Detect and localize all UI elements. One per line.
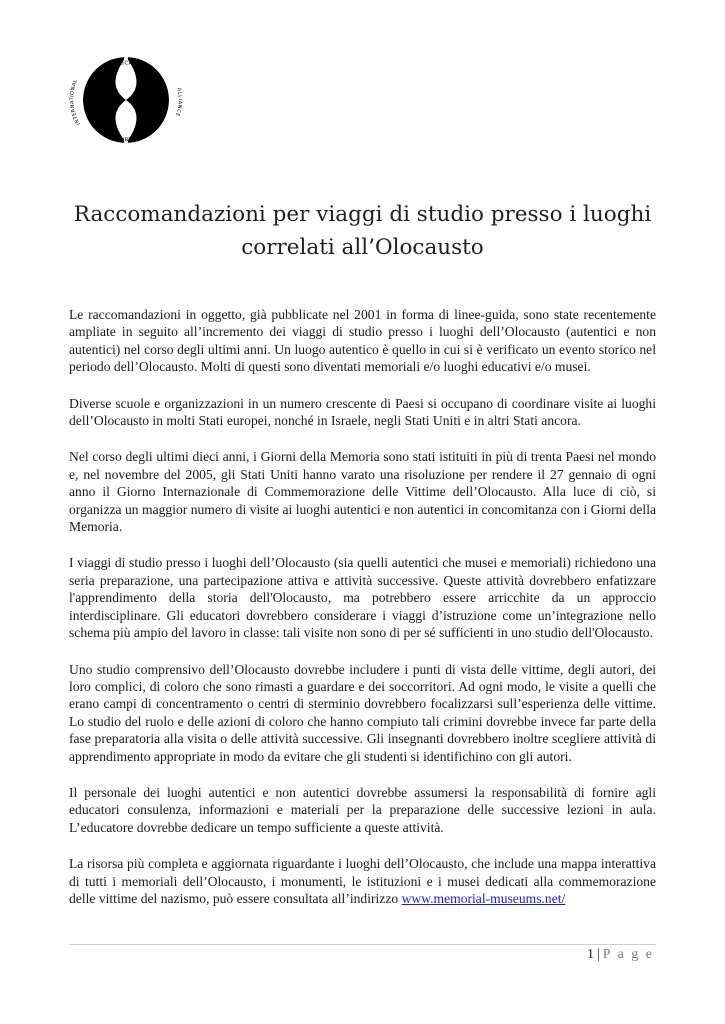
- page-footer: [587, 947, 654, 963]
- paragraph-1: Le raccomandazioni in oggetto, già pubblicate nel 2001 in forma di linee-guida, sono state recentemente ampliate in seguito all’incremento dei viaggi di studio presso i luoghi dell’Olocausto (autentici e non autentici) nel corso degli ultimi anni. Un luogo autentico è quello in cui si è verificato un evento storico nel periodo dell’Olocausto. Molti di questi sono diventati memoriali e/o luoghi educativi e/o musei.: [69, 307, 656, 375]
- page-label: P a g e: [602, 947, 654, 962]
- svg-text:INTERNATIONAL: [69, 79, 82, 126]
- paragraph-6: Il personale dei luoghi autentici e non autentici dovrebbe assumersi la responsabilità di fornire agli educatori consulenza, informazioni e materiali per la preparazione delle successive lezioni in aula. L’educatore dovrebbe dedicare un tempo sufficiente a queste attività.: [69, 784, 656, 835]
- document-title: [60, 198, 665, 264]
- title-line-1: Raccomandazioni per viaggi di studio presso i luoghi: [73, 202, 652, 227]
- logo-text-right: ALLIANCE: [173, 87, 183, 118]
- globe-shape: [83, 57, 169, 143]
- svg-text:ALLIANCE: [174, 87, 183, 117]
- logo-text-left: INTERNATIONAL: [69, 78, 82, 126]
- logo-text-bottom: REMEMBRANCE: [102, 131, 150, 144]
- paragraph-7: [69, 855, 656, 907]
- footer-separator: |: [596, 947, 600, 962]
- holocaust-remembrance-logo: [66, 40, 186, 160]
- footer-divider: [69, 944, 656, 945]
- logo-text-top: HOLOCAUST: [106, 60, 146, 71]
- paragraph-7-text: La risorsa più completa e aggiornata riguardante i luoghi dell’Olocausto, che include una mappa interattiva di tutti i memoriali dell’Olocausto, i monumenti, le istituzioni e i musei dedicati alla commemorazione delle vittime del nazismo, può essere consultata all’indirizzo: [69, 856, 656, 906]
- memorial-museums-link[interactable]: www.memorial-museums.net/: [401, 890, 566, 906]
- paragraph-4: I viaggi di studio presso i luoghi dell’Olocausto (sia quelli autentici che musei e memoriali) richiedono una seria preparazione, una partecipazione attiva e attività successive. Queste attività dovrebbero enfatizzare l'apprendimento della storia dell'Olocausto, ma potrebbero essere arricchite da un approccio interdisciplinare. Gli educatori dovrebbero considerare i viaggi d’istruzione come un’integrazione nello schema più ampio del lavoro in classe: tali visite non sono di per sé sufficienti in uno studio dell'Olocausto.: [69, 555, 656, 641]
- paragraph-2: Diverse scuole e organizzazioni in un numero crescente di Paesi si occupano di coordinare visite ai luoghi dell’Olocausto in molti Stati europei, nonché in Israele, negli Stati Uniti e in altri Stati ancora.: [69, 395, 656, 429]
- page-number: 1: [586, 947, 594, 962]
- paragraph-3: Nel corso degli ultimi dieci anni, i Giorni della Memoria sono stati istituiti in più di trenta Paesi nel mondo e, nel novembre del 2005, gli Stati Uniti hanno varato una risoluzione per rendere il 27 gennaio di ogni anno il Giorno Internazionale di Commemorazione delle Vittime dell’Olocausto. Alla luce di ciò, si organizza un maggior numero di visite ai luoghi autentici e non autentici in concomitanza con i Giorni della Memoria.: [69, 449, 656, 535]
- document-body: [69, 306, 656, 926]
- paragraph-5: Uno studio comprensivo dell’Olocausto dovrebbe includere i punti di vista delle vittime, degli autori, dei loro complici, di coloro che sono rimasti a guardare e dei soccorritori. Ad ogni modo, le visite a quelli che erano campi di concentramento o centri di sterminio dovrebbero focalizzarsi sull’esperienza delle vittime. Lo studio del ruolo e delle azioni di coloro che hanno compiuto tali crimini dovrebbe invece far parte della fase preparatoria alla visita o delle attività successive. Gli insegnanti dovrebbero inoltre scegliere attività di apprendimento appropriate in modo da evitare che gli studenti si identifichino con gli autori.: [69, 661, 656, 764]
- title-line-2: correlati all’Olocausto: [241, 235, 484, 260]
